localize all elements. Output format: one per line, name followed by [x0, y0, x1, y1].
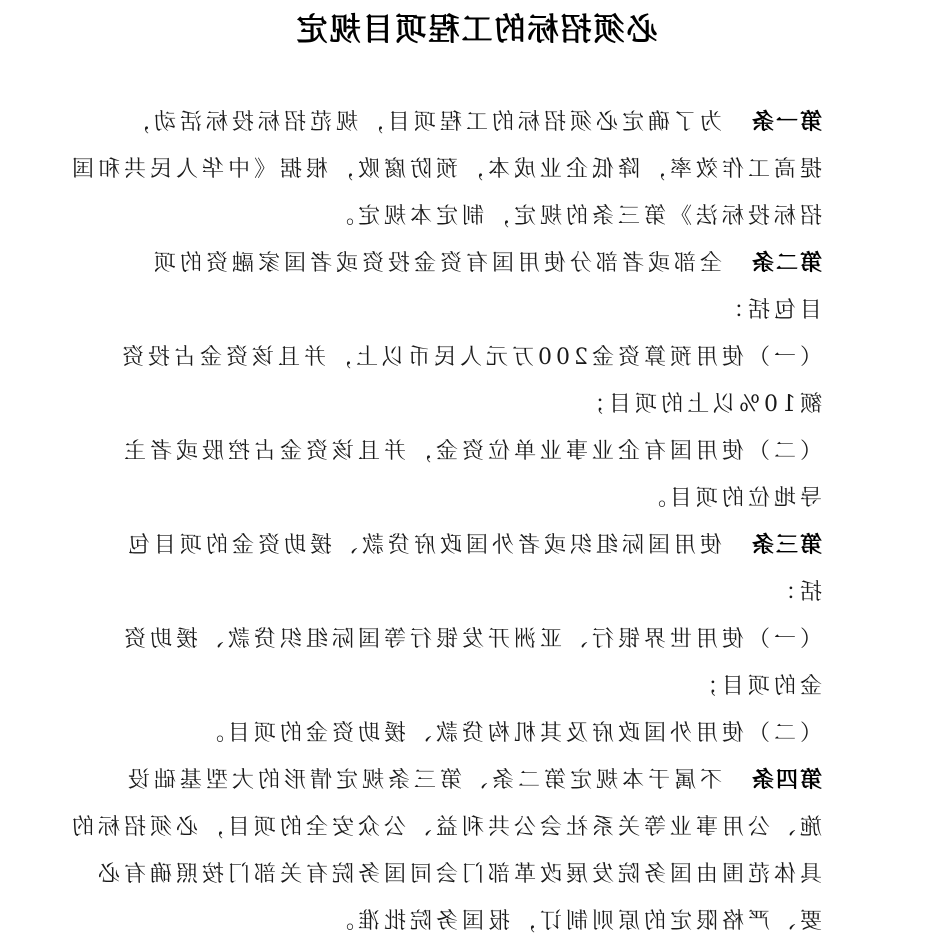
- line-text: 施、公用事业等关系社会公共利益、公众安全的项目，必须招标的: [67, 815, 822, 840]
- line-11: [122, 578, 822, 608]
- article-label: 第三条: [749, 533, 822, 558]
- line-10: [122, 531, 822, 561]
- line-text: 目包括：: [717, 298, 822, 323]
- line-text: （一）使用预算资金200万元人民币以上，并且该资金占投资: [118, 345, 822, 370]
- line-6: [118, 343, 822, 373]
- line-8: [119, 437, 822, 467]
- line-text: 具体范围由国务院发展改革部门会同国务院有关部门按照确有必: [93, 862, 822, 887]
- line-text: 要、严格限定的原则制订，报国务院批准。: [327, 909, 822, 934]
- article-label: 第一条: [749, 110, 822, 135]
- line-text: 招标投标法》第三条的规定，制定本规定。: [327, 204, 822, 229]
- line-text: （二）使用外国政府及其机构贷款、援助资金的项目。: [197, 721, 822, 746]
- line-9: [122, 484, 822, 514]
- line-text: 全部或者部分使用国有资金投资或者国家融资的项: [149, 251, 722, 276]
- line-5: [122, 296, 822, 326]
- line-text: （二）使用国有企业事业单位资金，并且该资金占控股或者主: [119, 439, 822, 464]
- line-15: [122, 766, 822, 796]
- line-12: [119, 625, 822, 655]
- line-14: [122, 719, 822, 749]
- line-text: 括：: [769, 580, 822, 605]
- line-text: 为了确定必须招标的工程项目，规范招标投标活动，: [123, 110, 722, 135]
- line-text: 提高工作效率，降低企业成本，预防腐败，根据《中华人民共和国: [67, 157, 822, 182]
- line-13: [122, 672, 822, 702]
- line-3: [122, 202, 822, 232]
- article-label: 第四条: [749, 768, 822, 793]
- line-17: [93, 860, 822, 890]
- line-text: 不属于本规定第二条、第三条规定情形的大型基础设: [123, 768, 722, 793]
- line-text: 导地位的项目。: [639, 486, 822, 511]
- line-1: [122, 108, 822, 138]
- line-text: 使用国际组织或者外国政府贷款、援助资金的项目包: [123, 533, 722, 558]
- line-text: 额10%以上的项目；: [579, 392, 822, 417]
- line-4: [122, 249, 822, 279]
- line-7: [122, 390, 822, 420]
- document-title: 必须招标的工程项目规定: [294, 12, 658, 48]
- line-text: 金的项目；: [691, 674, 822, 699]
- line-2: [67, 155, 822, 185]
- line-18: [122, 907, 822, 937]
- line-text: （一）使用世界银行、亚洲开发银行等国际组织贷款、援助资: [119, 627, 822, 652]
- article-label: 第二条: [749, 251, 822, 276]
- line-16: [67, 813, 822, 843]
